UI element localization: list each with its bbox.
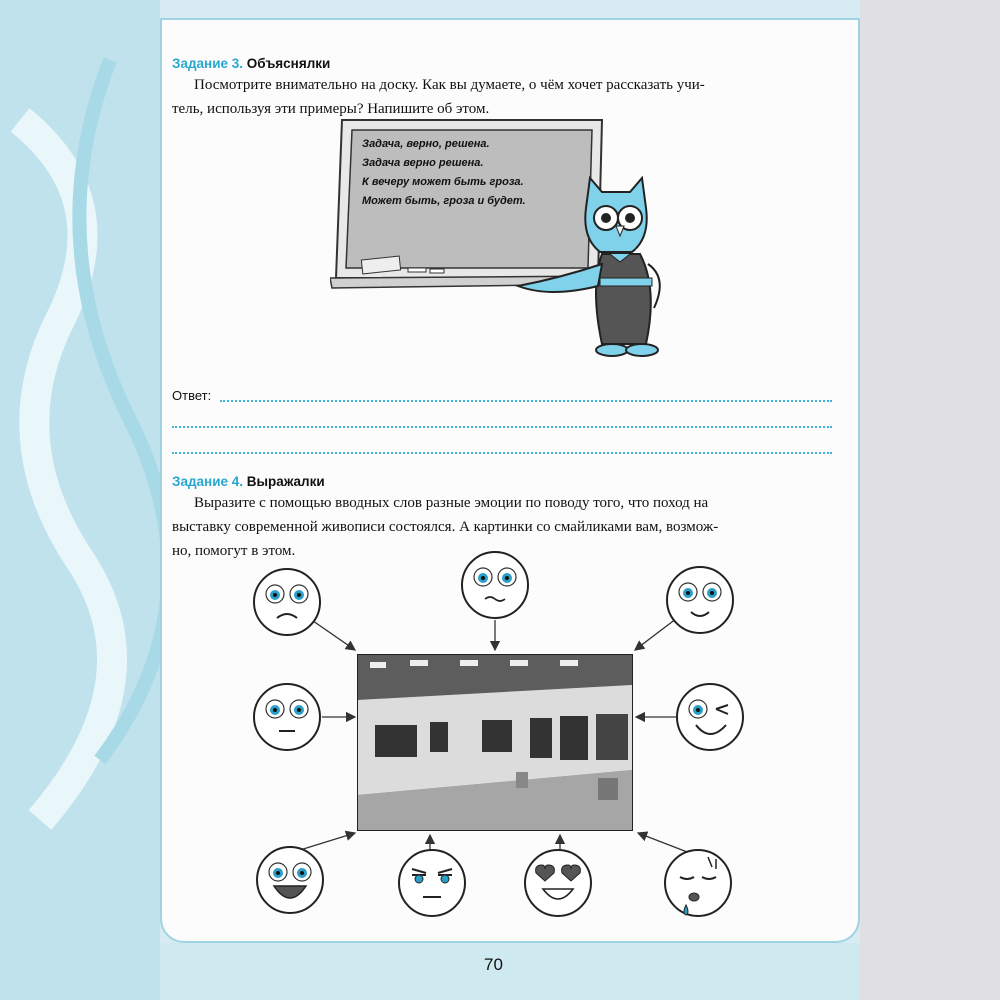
heart-eyes-face-icon (525, 850, 591, 916)
annoyed-face-icon (399, 850, 465, 916)
crying-face-icon (665, 850, 731, 916)
board-line-4: Может быть, гроза и будет. (362, 195, 526, 207)
task3-line-2: тель, используя эти примеры? Напишите об этом. (172, 101, 490, 117)
task3-heading (172, 56, 330, 71)
worried-face-icon (462, 552, 528, 618)
board-line-2: Задача верно решена. (362, 157, 484, 169)
answer-line-1[interactable] (220, 400, 832, 402)
task4-line-2: выставку современной живописи состоялся. А картинки со смайликами вам, возмож- (172, 519, 719, 535)
board-line-3: К вечеру может быть гроза. (362, 176, 524, 188)
task4-line-1: Выразите с помощью вводных слов разные эмоции по поводу того, что поход на (194, 495, 709, 511)
task3-instructions (172, 73, 838, 121)
art-gallery-picture (358, 655, 632, 830)
task3-line-1: Посмотрите внимательно на доску. Как вы думаете, о чём хочет рассказать учи- (194, 77, 705, 93)
answer-label: Ответ: (172, 388, 212, 403)
winking-face-icon (677, 684, 743, 750)
page-number: 70 (484, 955, 503, 974)
task3-title: Объяснялки (246, 56, 331, 71)
task4-heading (172, 474, 325, 489)
sad-face-icon (254, 569, 320, 635)
laughing-face-icon (257, 847, 323, 913)
task4-number: Задание 4. (172, 474, 244, 489)
board-line-1: Задача, верно, решена. (362, 138, 490, 150)
smiling-face-icon (667, 567, 733, 633)
neutral-face-icon (254, 684, 320, 750)
answer-line-3[interactable] (172, 452, 832, 454)
task4-title: Выражалки (246, 474, 325, 489)
task4-line-3: но, помогут в этом. (172, 543, 296, 559)
answer-line-2[interactable] (172, 426, 832, 428)
task3-number: Задание 3. (172, 56, 244, 71)
emotions-diagram (160, 550, 860, 940)
